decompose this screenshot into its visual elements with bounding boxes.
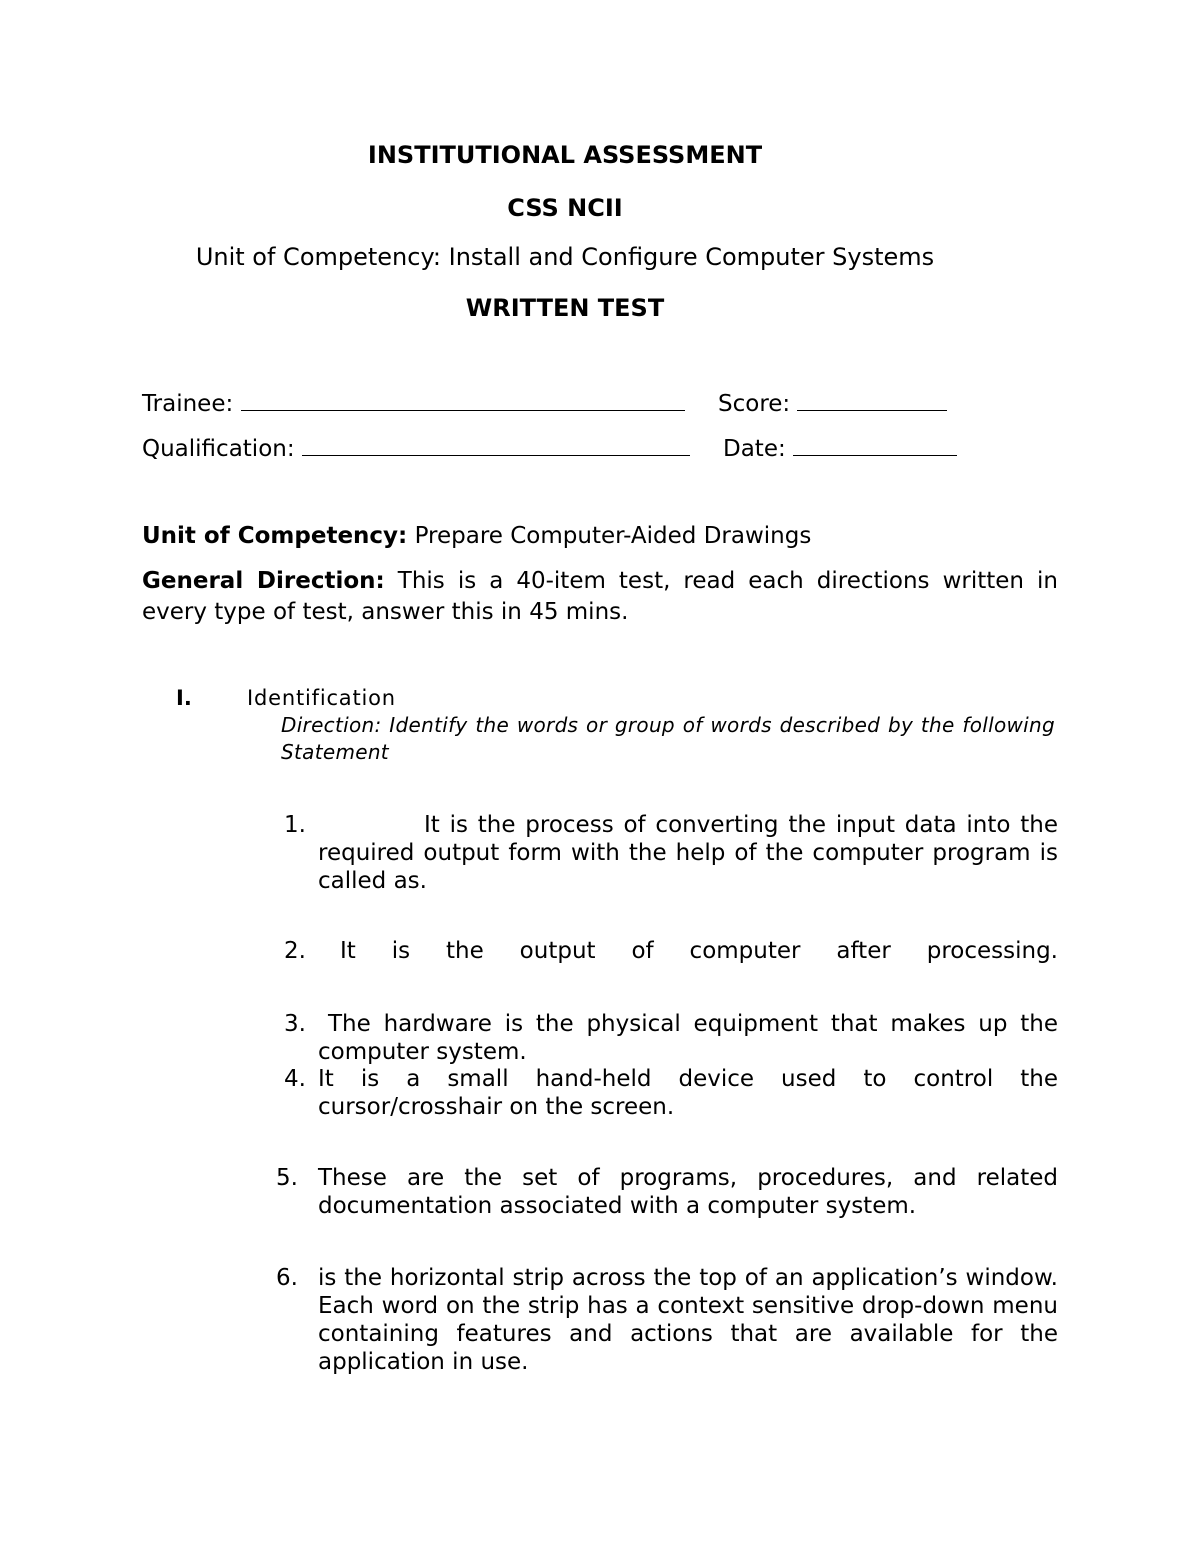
section-direction: Direction: Identify the words or group of words described by the following Statement [281,713,1055,764]
general-direction-text: This is a 40-item test, read each directions written in every type of test, answer this in 45 mins. [142,568,1059,625]
date-blank [793,433,957,456]
item-number: 4. [284,1066,306,1092]
document-title: INSTITUTIONAL ASSESSMENT [367,141,763,169]
trainee-label: Trainee: [142,391,234,417]
item-text: It is a small hand-held device used to control the cursor/crosshair on the screen. [318,1066,1058,1120]
item-text: It is the process of converting the input data into the required output form with the help of the computer program is called as. [318,812,1058,894]
item-number: 5. [276,1165,298,1191]
qualification-heading: CSS NCII [507,194,623,222]
section-numeral: I. [176,686,192,710]
item-number: 1. [284,812,306,838]
date-field [723,433,957,462]
item-text: The hardware is the physical equipment that makes up the computer system. [318,1011,1058,1065]
qualification-field [142,433,690,462]
section-title: Identification [247,686,396,710]
item-number: 2. [284,938,306,964]
item-text: It is the output of computer after processing. [340,938,1058,964]
competency-label: Unit of Competency: [142,523,408,549]
score-label: Score: [718,391,791,417]
score-field [718,388,947,417]
item-number: 3. [284,1011,306,1037]
item-number: 6. [276,1265,298,1291]
competency-line [142,523,811,549]
item-text: These are the set of programs, procedures, and related documentation associated with a computer system. [318,1165,1058,1219]
trainee-blank [241,388,685,411]
score-blank [797,388,947,411]
test-type-heading: WRITTEN TEST [465,294,665,322]
date-label: Date: [723,436,786,462]
qualification-label: Qualification: [142,436,295,462]
trainee-field [142,388,685,417]
general-direction [142,566,1058,628]
qualification-blank [302,433,690,456]
unit-heading: Unit of Competency: Install and Configure Computer Systems [195,243,935,271]
competency-value: Prepare Computer-Aided Drawings [414,523,812,549]
item-text: is the horizontal strip across the top of an application’s window. Each word on the strip has a context sensitive drop-down menu containing features and actions that are available for the application in use. [318,1265,1058,1375]
general-direction-label: General Direction: [142,568,385,594]
